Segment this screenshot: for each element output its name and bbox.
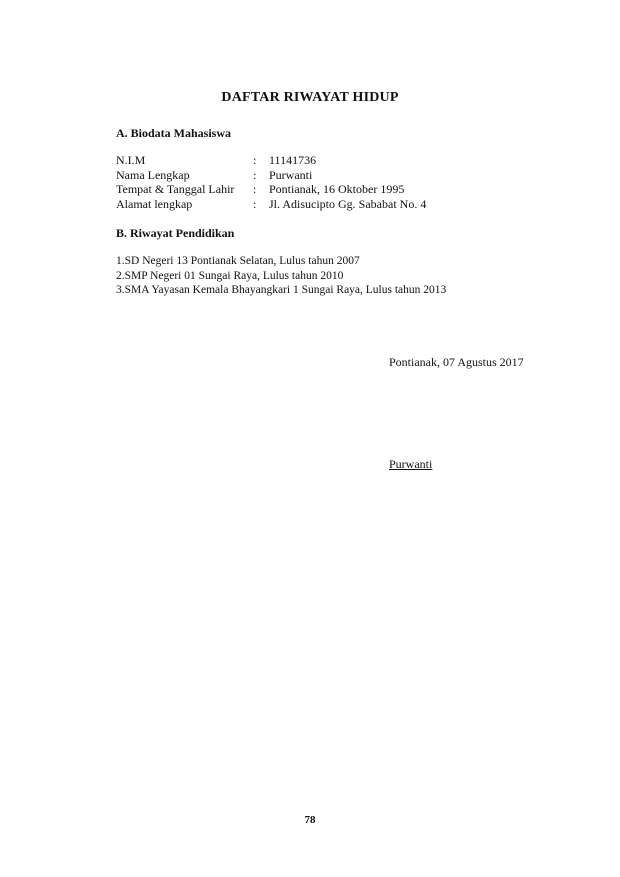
- biodata-label: Alamat lengkap: [116, 196, 193, 211]
- document-title: DAFTAR RIWAYAT HIDUP: [221, 90, 399, 105]
- signature-name: Purwanti: [389, 457, 433, 471]
- biodata-row-nama: [116, 168, 426, 183]
- biodata-separator: :: [253, 153, 257, 167]
- biodata-separator: :: [253, 167, 257, 182]
- education-item: 1.SD Negeri 13 Pontianak Selatan, Lulus tahun 2007: [116, 255, 360, 267]
- education-item: 3.SMA Yayasan Kemala Bhayangkari 1 Sungai Raya, Lulus tahun 2013: [116, 284, 447, 296]
- signature-place-date: Pontianak, 07 Agustus 2017: [389, 355, 524, 369]
- biodata-table: [116, 153, 426, 211]
- biodata-row-alamat: [116, 197, 426, 212]
- education-list: [116, 254, 446, 298]
- biodata-separator: :: [253, 196, 257, 211]
- biodata-value: Pontianak, 16 Oktober 1995: [269, 182, 405, 196]
- biodata-label: N.I.M: [116, 153, 146, 167]
- biodata-value: Jl. Adisucipto Gg. Sababat No. 4: [269, 196, 427, 211]
- section-b-heading: B. Riwayat Pendidikan: [116, 226, 235, 240]
- education-item: 2.SMP Negeri 01 Sungai Raya, Lulus tahun 2010: [116, 269, 344, 282]
- biodata-row-nim: [116, 153, 426, 168]
- biodata-row-ttl: [116, 182, 426, 197]
- biodata-label: Nama Lengkap: [116, 167, 190, 182]
- biodata-value: 11141736: [269, 153, 317, 167]
- biodata-label: Tempat & Tanggal Lahir: [116, 182, 235, 196]
- page-number: 78: [304, 814, 316, 826]
- biodata-value: Purwanti: [269, 167, 313, 182]
- section-a-heading: A. Biodata Mahasiswa: [116, 126, 232, 140]
- biodata-separator: :: [253, 182, 257, 196]
